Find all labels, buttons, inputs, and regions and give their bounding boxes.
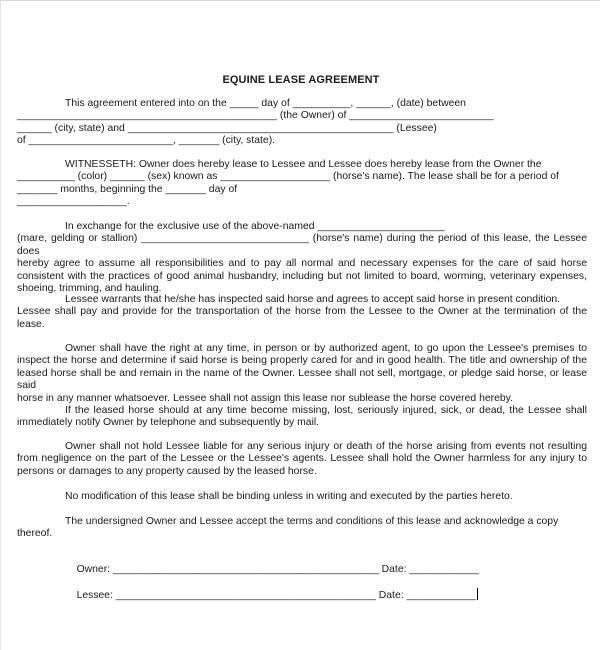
paragraph-line: horse in any manner whatsoever. Lessee shall not assign this lease nor sublease the horse covered hereby.: [17, 392, 513, 404]
text-cursor: [477, 588, 478, 600]
warrants-paragraph: [17, 294, 587, 331]
paragraph-line: persons or damages to any property caused by the leased horse.: [17, 465, 317, 477]
paragraph-line: lease.: [17, 318, 45, 330]
paragraph-line: from negligence on the part of the Lessee or the Lessee's agents. Lessee shall hold the Owner harmless for any injury to: [17, 453, 587, 465]
paragraph-line: hereby agree to assume all responsibilities and to pay all normal and necessary expenses for the care of said horse: [17, 258, 587, 270]
lessee-signature-text: Lessee: _____________________________________________ Date: ____________: [76, 590, 476, 601]
paragraph-line: leased horse shall be and remain in the name of the Owner. Lessee shall not sell, mortgage, or pledge said horse, or lease said: [17, 367, 587, 392]
paragraph-line: consistent with the practices of good animal husbandry, including but not limited to board, worming, veterinary expenses,: [17, 270, 587, 282]
paragraph-line: ___________________.: [17, 196, 130, 208]
paragraph-line: This agreement entered into on the _____ day of __________, ______, (date) between: [65, 98, 466, 109]
intro-paragraph: [17, 98, 587, 148]
paragraph-line: In exchange for the exclusive use of the above-named ______________________: [65, 221, 445, 232]
paragraph-line: _____________________________________________ (the Owner) of _________________________: [17, 110, 494, 122]
paragraph-line: No modification of this lease shall be binding unless in writing and executed by the parties hereto.: [65, 491, 513, 502]
document-title: EQUINE LEASE AGREEMENT: [222, 74, 380, 86]
paragraph-line: (mare, gelding or stallion) _____________________________ (horse's name) during the period of this lease, the Lessee does: [17, 233, 587, 257]
paragraph-line: Lessee shall pay and provide for the transportation of the horse from the Lessee to the Owner at the termination of the: [17, 306, 587, 318]
exchange-paragraph: [17, 221, 587, 295]
paragraph-line: _______ months, beginning the _______ day of: [17, 183, 238, 195]
owner-signature-text: Owner: ______________________________________________ Date: ____________: [76, 564, 479, 575]
paragraph-line: __________ (color) ______ (sex) known as ___________________ (horse's name). The lease shall be for a period of: [17, 171, 559, 183]
modification-paragraph: [17, 491, 587, 503]
paragraph-line: The undersigned Owner and Lessee accept the terms and conditions of this lease and acknowledge a copy: [65, 516, 559, 527]
paragraph-line: ______ (city, state) and ______________________________________________ (Lessee): [17, 122, 437, 134]
paragraph-line: Lessee warrants that he/she has inspected said horse and agrees to accept said horse in present condition.: [65, 294, 561, 305]
paragraph-line: Owner shall have the right at any time, in person or by authorized agent, to go upon the Lessee's premises to: [65, 343, 587, 354]
liability-paragraph: [17, 441, 587, 478]
missing-paragraph: [17, 405, 587, 430]
paragraph-line: If the leased horse should at any time become missing, lost, seriously injured, sick, or dead, the Lessee shall: [65, 405, 587, 416]
acceptance-paragraph: [17, 516, 587, 541]
paragraph-line: thereof.: [17, 528, 53, 540]
paragraph-line: of _________________________, _______ (city, state).: [17, 135, 276, 147]
owner-right-paragraph: [17, 343, 587, 405]
paragraph-line: inspect the horse and determine if said horse is being properly cared for and in good health. The title and ownership of the: [17, 355, 587, 367]
witnesseth-paragraph: [17, 159, 587, 209]
paragraph-line: WITNESSETH: Owner does hereby lease to Lessee and Lessee does hereby lease from the Owner the: [65, 159, 542, 170]
lessee-signature-line: [65, 577, 478, 612]
paragraph-line: shoeing, trimming, and hauling.: [17, 283, 162, 295]
paragraph-line: Owner shall not hold Lessee liable for any serious injury or death of the horse arising from events not resulting: [65, 441, 587, 452]
paragraph-line: immediately notify Owner by telephone and subsequently by mail.: [17, 417, 320, 429]
